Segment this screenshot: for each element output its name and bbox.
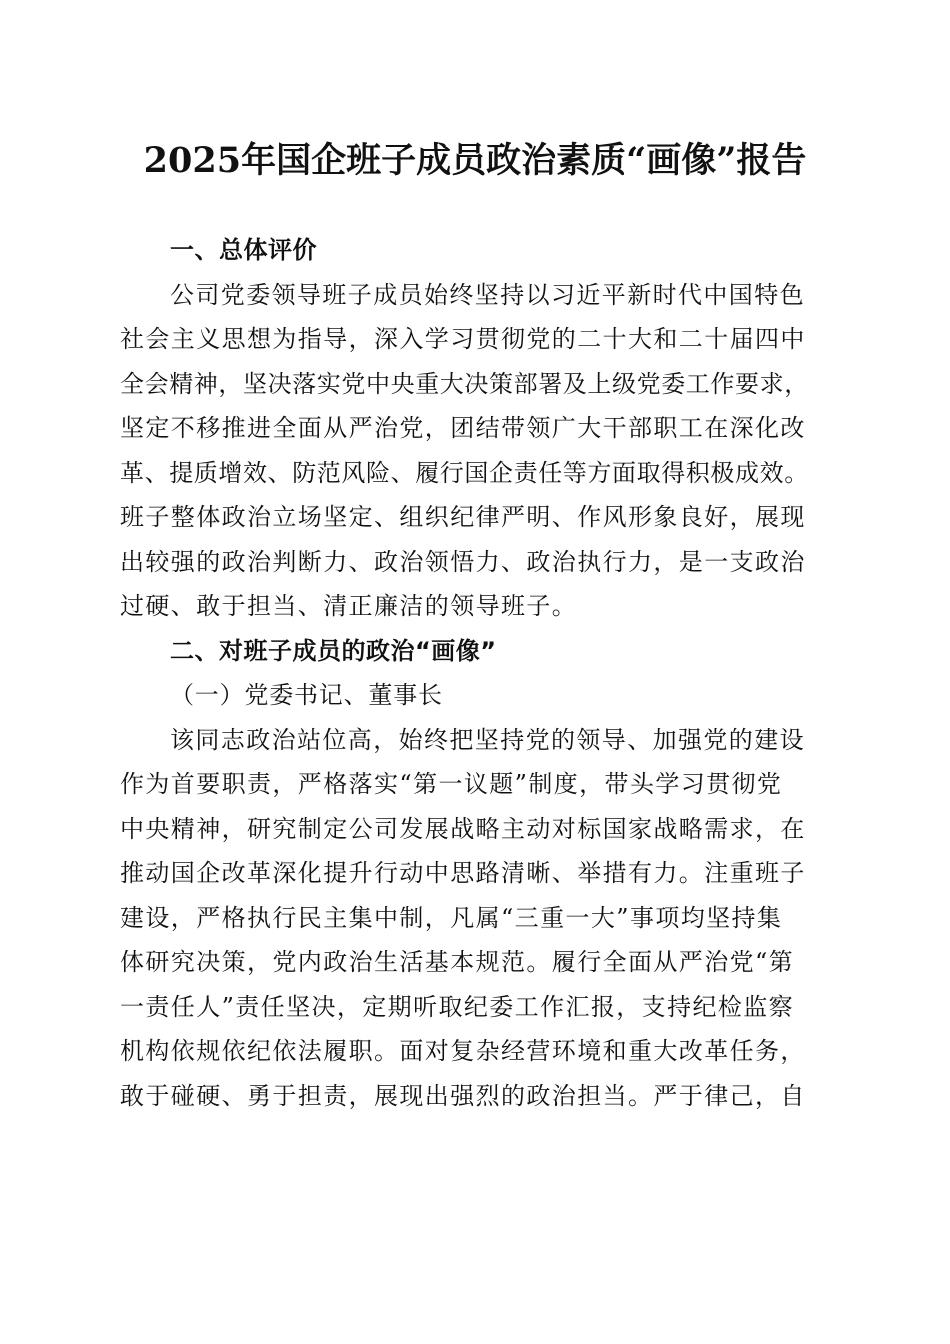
paragraph-line: 坚定不移推进全面从严治党，团结带领广大干部职工在深化改 bbox=[120, 414, 806, 442]
document-body bbox=[120, 228, 832, 1118]
document-title: 2025年国企班子成员政治素质“画像”报告 bbox=[143, 140, 807, 181]
paragraph-line: 敢于碰硬、勇于担责，展现出强烈的政治担当。严于律己，自 bbox=[120, 1081, 806, 1110]
paragraph-line: 推动国企改革深化提升行动中思路清晰、举措有力。注重班子 bbox=[120, 859, 806, 887]
paragraph-line: 建设，严格执行民主集中制，凡属“三重一大”事项均坚持集 bbox=[120, 903, 783, 932]
subsection-heading-party-secretary: （一）党委书记、董事长 bbox=[170, 681, 443, 709]
paragraph-line: 中央精神，研究制定公司发展战略主动对标国家战略需求，在 bbox=[120, 814, 806, 843]
paragraph-line: 机构依规依纪依法履职。面对复杂经营环境和重大改革任务， bbox=[120, 1037, 806, 1065]
paragraph-line: 作为首要职责，严格落实“第一议题”制度，带头学习贯彻党 bbox=[120, 770, 783, 798]
paragraph-line: 体研究决策，党内政治生活基本规范。履行全面从严治党“第 bbox=[120, 948, 795, 976]
paragraph-line: 该同志政治站位高，始终把坚持党的领导、加强党的建设 bbox=[170, 725, 805, 754]
paragraph-line: 全会精神，坚决落实党中央重大决策部署及上级党委工作要求， bbox=[120, 369, 809, 398]
paragraph-line: 公司党委领导班子成员始终坚持以习近平新时代中国特色 bbox=[170, 280, 805, 309]
paragraph-line: 革、提质增效、防范风险、履行国企责任等方面取得积极成效。 bbox=[120, 458, 809, 487]
paragraph-line: 一责任人”责任坚决，定期听取纪委工作汇报，支持纪检监察 bbox=[120, 992, 795, 1021]
paragraph-line: 班子整体政治立场坚定、组织纪律严明、作风形象良好，展现 bbox=[120, 503, 806, 531]
section-heading-overall-evaluation: 一、总体评价 bbox=[170, 236, 317, 264]
paragraph-line: 出较强的政治判断力、政治领悟力、政治执行力，是一支政治 bbox=[120, 547, 806, 576]
section-heading-political-portrait: 二、对班子成员的政治“画像” bbox=[170, 636, 497, 665]
paragraph-line: 社会主义思想为指导，深入学习贯彻党的二十大和二十届四中 bbox=[120, 325, 806, 353]
paragraph-line: 过硬、敢于担当、清正廉洁的领导班子。 bbox=[120, 592, 578, 620]
